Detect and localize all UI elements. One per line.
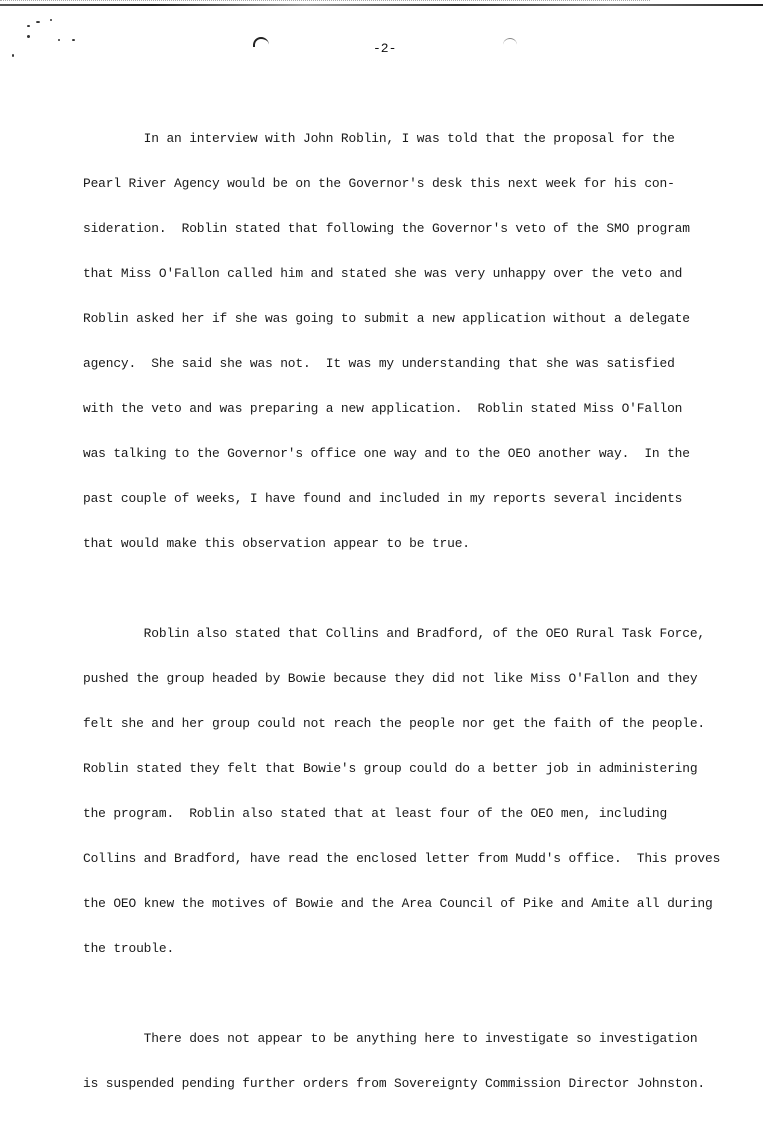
text-line: pushed the group headed by Bowie because they did not like Miss O'Fallon and they (83, 671, 698, 686)
text-line: Roblin stated they felt that Bowie's group could do a better job in administering (83, 761, 698, 776)
scan-speck (27, 25, 30, 27)
text-line: is suspended pending further orders from Sovereignty Commission Director Johnston. (83, 1076, 706, 1091)
punch-mark-right (503, 38, 517, 47)
paragraph-oeo-task-force (83, 596, 723, 986)
text-line: past couple of weeks, I have found and included in my reports several incidents (83, 491, 683, 506)
paragraph-conclusion (83, 1001, 723, 1121)
scan-speck (27, 35, 30, 38)
text-line: sideration. Roblin stated that following the Governor's veto of the SMO program (83, 221, 690, 236)
scan-speck (12, 54, 14, 57)
document-body (83, 101, 723, 1136)
text-line: felt she and her group could not reach the people nor get the faith of the people. (83, 716, 706, 731)
scan-top-rule (0, 4, 763, 6)
text-line: Roblin also stated that Collins and Bradford, of the OEO Rural Task Force, (83, 626, 706, 641)
text-line: that would make this observation appear to be true. (83, 536, 470, 551)
text-line: Collins and Bradford, have read the enclosed letter from Mudd's office. This proves (83, 851, 721, 866)
text-line: with the veto and was preparing a new application. Roblin stated Miss O'Fallon (83, 401, 683, 416)
punch-mark-left (253, 37, 269, 47)
scan-speck (58, 39, 60, 41)
scan-speck (36, 21, 40, 23)
text-line: agency. She said she was not. It was my understanding that she was satisfied (83, 356, 675, 371)
page-number: -2- (373, 41, 397, 56)
scan-top-dotted-edge (0, 0, 650, 2)
text-line: the program. Roblin also stated that at least four of the OEO men, including (83, 806, 668, 821)
text-line: Roblin asked her if she was going to submit a new application without a delegate (83, 311, 690, 326)
text-line: In an interview with John Roblin, I was told that the proposal for the (83, 131, 675, 146)
text-line: was talking to the Governor's office one way and to the OEO another way. In the (83, 446, 690, 461)
scan-speck (72, 39, 75, 41)
text-line: Pearl River Agency would be on the Governor's desk this next week for his con- (83, 176, 675, 191)
text-line: that Miss O'Fallon called him and stated she was very unhappy over the veto and (83, 266, 683, 281)
paragraph-roblin-interview (83, 101, 723, 581)
text-line: There does not appear to be anything here to investigate so investigation (83, 1031, 698, 1046)
text-line: the trouble. (83, 941, 175, 956)
text-line: the OEO knew the motives of Bowie and the Area Council of Pike and Amite all during (83, 896, 713, 911)
scan-speck (50, 19, 52, 21)
